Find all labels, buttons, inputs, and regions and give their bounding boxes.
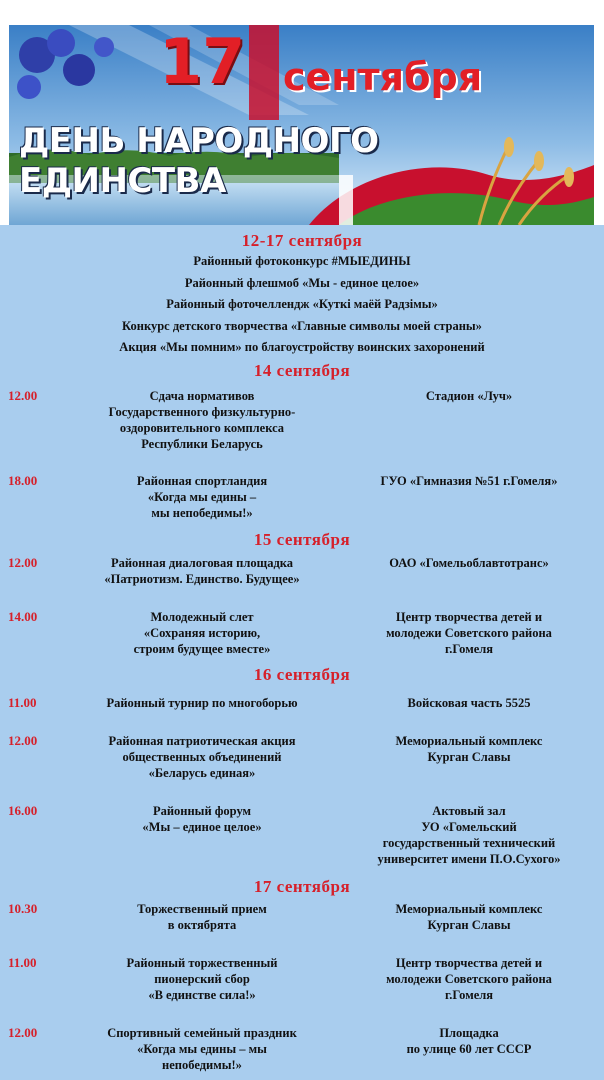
event-time: 12.00: [8, 733, 38, 748]
list-item: Районный фоточеллендж «Куткі маёй Радзімы»: [166, 297, 438, 311]
list-item: Конкурс детского творчества «Главные символы моей страны»: [122, 319, 482, 333]
header-banner: [9, 25, 594, 225]
section-date-16: 16 сентября: [253, 665, 351, 684]
banner-day: 17: [159, 25, 246, 98]
section-date-15: 15 сентября: [253, 530, 351, 549]
event-place: Актовый зал УО «Гомельский государственный технический университет имени П.О.Сухого»: [377, 804, 561, 866]
event-place: ОАО «Гомельоблавтотранс»: [389, 556, 549, 570]
section-date-14: 14 сентября: [253, 361, 351, 380]
event-title: Сдача нормативов Государственного физкультурно- оздоровительного комплекса Республики Беларусь: [108, 389, 296, 451]
event-time: 11.00: [8, 955, 37, 970]
event-place: Мемориальный комплекс Курган Славы: [395, 734, 543, 764]
event-title: Молодежный слет «Сохраняя историю, строим будущее вместе»: [133, 610, 271, 656]
event-time: 16.00: [8, 803, 38, 818]
banner-title: ДЕНЬ НАРОДНОГО ЕДИНСТВА: [19, 121, 379, 201]
event-place: ГУО «Гимназия №51 г.Гомеля»: [380, 474, 558, 488]
event-title: Районная спортландия «Когда мы едины – мы непобедимы!»: [136, 474, 268, 520]
event-time: 12.00: [8, 555, 38, 570]
event-time: 12.00: [8, 388, 38, 403]
event-place: Войсковая часть 5525: [407, 696, 531, 710]
event-title: Спортивный семейный праздник «Когда мы едины – мы непобедимы!»: [107, 1026, 297, 1072]
section-date-17: 17 сентября: [253, 877, 351, 896]
event-time: 12.00: [8, 1025, 38, 1040]
event-place: Центр творчества детей и молодежи Советского района г.Гомеля: [386, 610, 552, 656]
section-date-12-17: 12-17 сентября: [241, 231, 363, 250]
event-place: Площадка по улице 60 лет СССР: [406, 1026, 532, 1056]
banner-month: сентября: [283, 55, 483, 99]
event-time: 18.00: [8, 473, 38, 488]
event-title: Районный торжественный пионерский сбор «В единстве сила!»: [126, 956, 278, 1002]
event-title: Районная диалоговая площадка «Патриотизм. Единство. Будущее»: [104, 556, 300, 586]
list-item: Акция «Мы помним» по благоустройству воинских захоронений: [119, 340, 485, 354]
event-place: Мемориальный комплекс Курган Славы: [395, 902, 543, 932]
event-place: Центр творчества детей и молодежи Советского района г.Гомеля: [386, 956, 552, 1002]
event-title: Торжественный прием в октябрята: [137, 902, 267, 932]
list-item: Районный флешмоб «Мы - единое целое»: [184, 276, 420, 290]
event-title: Районный турнир по многоборью: [106, 696, 298, 710]
list-item: Районный фотоконкурс #МЫЕДИНЫ: [193, 254, 411, 268]
event-title: Районная патриотическая акция общественных объединений «Беларусь единая»: [108, 734, 296, 780]
event-time: 10.30: [8, 901, 38, 916]
event-place: Стадион «Луч»: [425, 389, 513, 403]
event-time: 11.00: [8, 695, 37, 710]
event-time: 14.00: [8, 609, 38, 624]
event-title: Районный форум «Мы – единое целое»: [142, 804, 262, 834]
